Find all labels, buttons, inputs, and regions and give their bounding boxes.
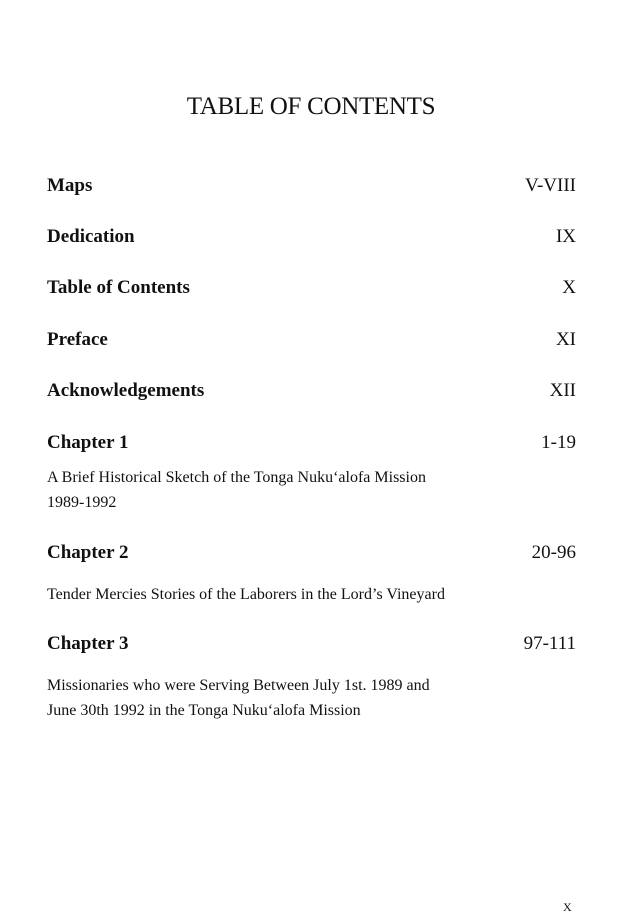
toc-entry-table-of-contents	[47, 277, 576, 301]
toc-entry-page: 97-111	[523, 633, 576, 654]
toc-entry-chapter-2	[47, 542, 576, 566]
toc-entry-chapter-3	[47, 633, 576, 657]
toc-entry-label: Preface	[47, 329, 108, 350]
chapter-2-description	[47, 582, 507, 607]
chapter-description-line: Tender Mercies Stories of the Laborers in the Lord’s Vineyard	[47, 586, 445, 603]
toc-entry-acknowledgements	[47, 380, 576, 404]
toc-entry-page: IX	[555, 226, 576, 247]
toc-entry-page: V-VIII	[524, 175, 576, 196]
toc-entry-preface	[47, 329, 576, 353]
toc-entry-page: 1-19	[541, 432, 576, 453]
toc-entry-page: XII	[549, 380, 576, 401]
chapter-description-line: 1989-1992	[47, 494, 117, 511]
chapter-description-line: A Brief Historical Sketch of the Tonga Nuku‘alofa Mission	[47, 469, 426, 486]
chapter-3-description	[47, 673, 507, 723]
toc-entry-label: Chapter 3	[47, 633, 129, 654]
toc-entry-label: Dedication	[47, 226, 135, 247]
toc-entry-page: XI	[555, 329, 576, 350]
page-number: X	[563, 900, 572, 914]
toc-entry-label: Acknowledgements	[47, 380, 205, 401]
chapter-description-line: June 30th 1992 in the Tonga Nuku‘alofa Mission	[47, 702, 361, 719]
toc-entry-label: Chapter 2	[47, 542, 129, 563]
toc-entry-dedication	[47, 226, 576, 250]
chapter-1-description	[47, 465, 507, 515]
toc-entry-page: 20-96	[531, 542, 576, 563]
toc-entry-chapter-1	[47, 432, 576, 456]
toc-entry-page: X	[562, 277, 576, 298]
toc-entry-label: Maps	[47, 175, 93, 196]
toc-entry-maps	[47, 175, 576, 199]
toc-entry-label: Chapter 1	[47, 432, 129, 453]
chapter-description-line: Missionaries who were Serving Between July 1st. 1989 and	[47, 677, 430, 694]
page-title: TABLE OF CONTENTS	[186, 93, 436, 120]
toc-entry-label: Table of Contents	[47, 277, 190, 298]
